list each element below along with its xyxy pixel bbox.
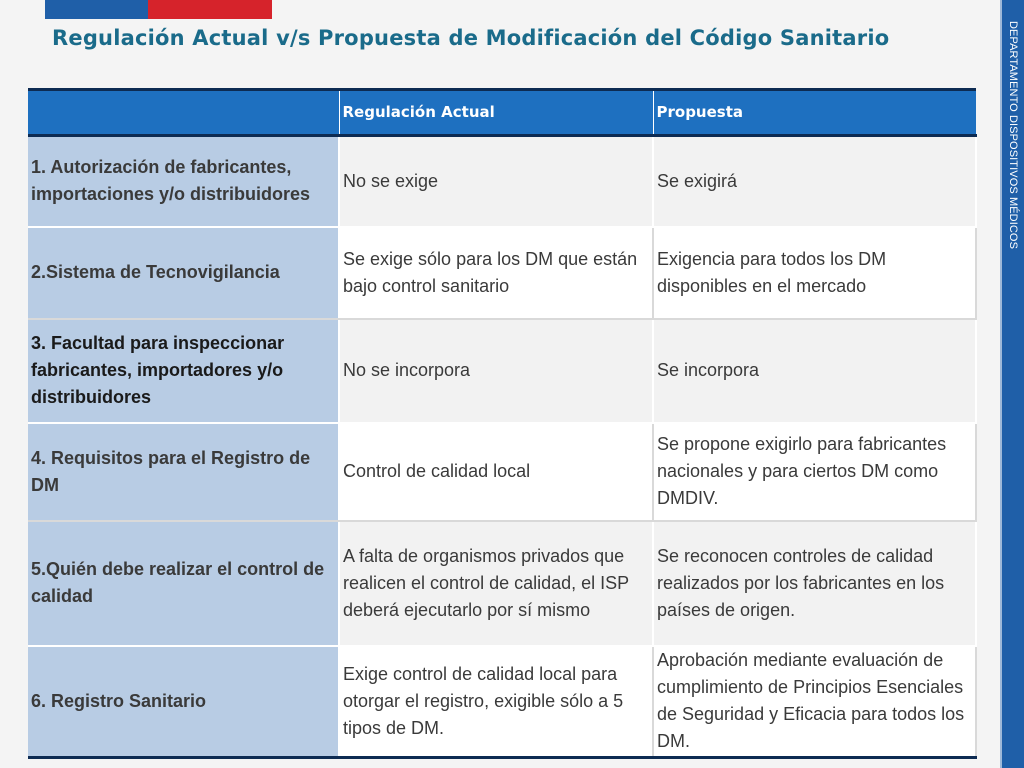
slide-title: Regulación Actual v/s Propuesta de Modificación del Código Sanitario [52,26,890,50]
header-propuesta: Propuesta [653,90,976,136]
table-row [28,646,976,758]
row-actual: Control de calidad local [339,423,653,521]
header-actual: Regulación Actual [339,90,653,136]
row-propuesta: Se propone exigirlo para fabricantes nacionales y para ciertos DM como DMDIV. [653,423,976,521]
table-header-row [28,90,976,136]
table-row [28,521,976,646]
row-propuesta: Se exigirá [653,136,976,227]
row-propuesta: Se reconocen controles de calidad realizados por los fabricantes en los países de origen. [653,521,976,646]
row-topic: 4. Requisitos para el Registro de DM [28,423,339,521]
row-propuesta: Aprobación mediante evaluación de cumplimiento de Principios Esenciales de Seguridad y Eficacia para todos los DM. [653,646,976,758]
row-actual: No se exige [339,136,653,227]
row-actual: Se exige sólo para los DM que están bajo control sanitario [339,227,653,319]
row-topic: 3. Facultad para inspeccionar fabricantes, importadores y/o distribuidores [28,319,339,423]
row-actual: No se incorpora [339,319,653,423]
department-sidebar [1002,0,1024,768]
row-topic: 5.Quién debe realizar el control de calidad [28,521,339,646]
table-row [28,136,976,227]
row-actual: Exige control de calidad local para otorgar el registro, exigible sólo a 5 tipos de DM. [339,646,653,758]
table-row [28,423,976,521]
row-topic: 2.Sistema de Tecnovigilancia [28,227,339,319]
flag-blue-stripe [45,0,148,19]
comparison-table [28,88,977,759]
row-propuesta: Exigencia para todos los DM disponibles en el mercado [653,227,976,319]
row-topic: 6. Registro Sanitario [28,646,339,758]
row-actual: A falta de organismos privados que realicen el control de calidad, el ISP deberá ejecutarlo por sí mismo [339,521,653,646]
table-row [28,319,976,423]
table-row [28,227,976,319]
row-propuesta: Se incorpora [653,319,976,423]
department-label: DEPARTAMENTO DISPOSITIVOS MÉDICOS [1007,20,1019,250]
flag-red-stripe [148,0,272,19]
header-topic [28,90,339,136]
row-topic: 1. Autorización de fabricantes, importaciones y/o distribuidores [28,136,339,227]
